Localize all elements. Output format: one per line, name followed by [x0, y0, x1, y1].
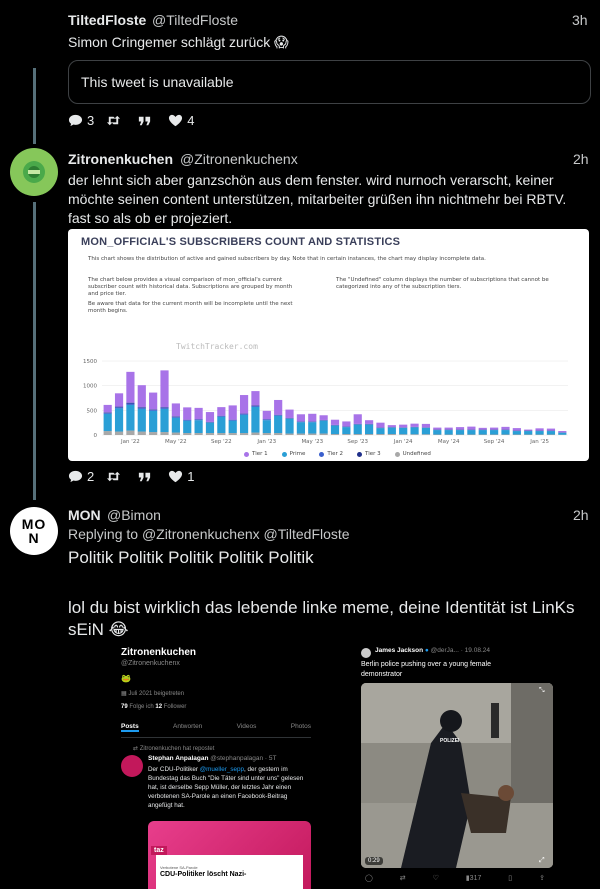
- bar-segment: [513, 428, 521, 430]
- bar-segment: [399, 425, 407, 428]
- bar-segment: [149, 393, 157, 410]
- post-mention: @mueller_sepp: [199, 766, 244, 773]
- chart-legend: [244, 451, 445, 457]
- reply-button[interactable]: [68, 469, 94, 484]
- views-icon: ▮317: [465, 875, 482, 882]
- bar-segment: [274, 400, 282, 415]
- legend-label: Prime: [289, 451, 306, 457]
- bar-segment: [183, 421, 191, 433]
- bar-segment: [172, 403, 180, 416]
- bar-segment: [547, 429, 555, 431]
- legend-label: Undefined: [402, 451, 431, 457]
- video-caption: Berlin police pushing over a young female demonstrator: [361, 661, 491, 678]
- y-tick-label: 0: [93, 433, 97, 439]
- reply-count: 3: [87, 113, 95, 128]
- bar-segment: [331, 434, 339, 435]
- video-frame: [361, 683, 553, 868]
- video-duration: 0:29: [365, 857, 383, 865]
- bar-segment: [149, 410, 157, 411]
- post-avatar: [121, 755, 143, 777]
- joined-text: Juli 2021 beigetreten: [128, 691, 185, 697]
- reply-icon: [68, 469, 83, 484]
- bar-segment: [285, 419, 293, 434]
- bar-segment: [365, 425, 373, 434]
- views-count: 317: [469, 875, 482, 882]
- bar-segment: [240, 415, 248, 433]
- bar-segment: [376, 423, 384, 428]
- bar-segment: [354, 414, 362, 424]
- police-label: POLIZEI: [440, 738, 460, 744]
- legend-swatch: [282, 452, 287, 457]
- bar-segment: [354, 425, 362, 434]
- tweet-text: der lehnt sich aber ganzschön aus dem fenster. wird nurnoch verarscht, keiner möchte seinen content unterstützen, mitarbeiter grüßen ihn nichtmehr bei RBTV. fast so als ob er projeziert.: [68, 172, 567, 226]
- legend-swatch: [319, 452, 324, 457]
- bar-segment: [138, 385, 146, 407]
- bar-segment: [240, 395, 248, 414]
- heart-icon: [168, 113, 183, 128]
- bar-segment: [104, 431, 112, 435]
- bar-segment: [251, 406, 259, 407]
- bar-segment: [229, 420, 237, 421]
- profile-screenshot: [121, 643, 346, 889]
- video-tweet-screenshot: [355, 643, 561, 889]
- bar-segment: [160, 370, 168, 407]
- bar-segment: [217, 433, 225, 435]
- retweet-button[interactable]: [106, 113, 125, 128]
- subscriber-chart-image[interactable]: [68, 229, 589, 461]
- bar-segment: [331, 426, 339, 434]
- video-player[interactable]: [361, 683, 553, 868]
- repost-label: Zitronenkuchen hat repostet: [139, 746, 215, 752]
- retweet-icon: ⇄: [133, 746, 140, 752]
- bar-segment: [104, 405, 112, 412]
- bar-segment: [342, 434, 350, 435]
- tab-posts: Posts: [121, 723, 139, 730]
- bar-segment: [126, 372, 134, 403]
- heart-icon: ♡: [432, 875, 439, 882]
- like-count: 1: [187, 469, 195, 484]
- bar-segment: [251, 407, 259, 433]
- bar-segment: [172, 417, 180, 418]
- thread-line: [33, 202, 36, 500]
- profile-tabs: [121, 723, 311, 738]
- x-tick-label: Sep '24: [483, 439, 505, 445]
- bar-segment: [160, 408, 168, 409]
- quote-icon: [137, 469, 152, 484]
- share-icon: ⇪: [539, 875, 545, 882]
- bar-segment: [342, 427, 350, 434]
- bar-segment: [535, 431, 543, 434]
- x-tick-label: Jan '25: [530, 439, 549, 445]
- author-name[interactable]: MON: [68, 507, 101, 523]
- bar-segment: [229, 421, 237, 433]
- bar-segment: [320, 415, 328, 420]
- joined-date: [121, 690, 184, 697]
- bar-segment: [115, 408, 123, 431]
- legend-swatch: [244, 452, 249, 457]
- bar-segment: [274, 416, 282, 433]
- tab-photos: Photos: [290, 723, 311, 730]
- tweet-text: Politik Politik Politik Politik Politik: [68, 548, 314, 567]
- bar-segment: [479, 428, 487, 430]
- bar-segment: [433, 428, 441, 430]
- reply-icon: [68, 113, 83, 128]
- bar-segment: [558, 433, 566, 435]
- bar-segment: [274, 415, 282, 416]
- verified-icon: ●: [424, 647, 429, 654]
- bar-segment: [297, 414, 305, 421]
- post-author-line: [148, 755, 276, 762]
- bar-segment: [160, 432, 168, 435]
- post-text: Der CDU-Politiker @mueller_sepp, der gestern im Bundestag das Buch "Die Täter sind unter uns" gelesen hat, ist derselbe Sepp Müller, der letztes Jahr einen verbotenen SA-Parole an einen Facebook-Beitrag angefügt hat.: [148, 766, 304, 809]
- bar-segment: [240, 433, 248, 435]
- legend-item: [282, 451, 306, 457]
- replying-prefix: Replying to: [68, 526, 139, 542]
- bar-segment: [399, 428, 407, 434]
- bar-segment: [206, 423, 214, 433]
- x-tick-label: Sep '23: [347, 439, 369, 445]
- bar-segment: [320, 421, 328, 434]
- bar-segment: [479, 430, 487, 434]
- fullscreen-icon: ⤢: [539, 857, 545, 864]
- like-button[interactable]: [168, 469, 194, 484]
- legend-swatch: [357, 452, 362, 457]
- legend-label: Tier 3: [365, 451, 381, 457]
- bar-segment: [104, 413, 112, 414]
- reply-count: 2: [87, 469, 95, 484]
- timestamp[interactable]: 2h: [573, 151, 589, 167]
- legend-item: [244, 451, 268, 457]
- bar-segment: [217, 407, 225, 416]
- bar-segment: [297, 422, 305, 433]
- chart-note: The "Undefined" column displays the number of subscriptions that cannot be categorized into any of the subscription tiers.: [336, 277, 549, 290]
- expand-icon: ⤡: [539, 687, 545, 694]
- legend-item: [319, 451, 343, 457]
- repost-indicator: [133, 745, 214, 752]
- bar-segment: [126, 403, 134, 404]
- video-handle: @derJa... · 19.08.24: [430, 647, 490, 654]
- legend-item: [357, 451, 381, 457]
- bar-segment: [331, 420, 339, 425]
- replying-to: [68, 526, 350, 542]
- bar-segment: [126, 405, 134, 431]
- replying-mentions[interactable]: @Zitronenkuchenx @TiltedFloste: [141, 526, 350, 542]
- video-tweet-actions: [365, 874, 545, 882]
- bar-segment: [524, 430, 532, 431]
- unavailable-quote-card: [68, 60, 591, 104]
- tweet-actions: [68, 469, 206, 484]
- avatar[interactable]: [10, 507, 58, 555]
- bar-segment: [115, 407, 123, 408]
- bar-segment: [342, 421, 350, 426]
- y-tick-label: 1000: [83, 383, 97, 390]
- legend-label: Tier 2: [327, 451, 344, 457]
- chart-note: Be aware that data for the current month will be incomplete until the next month begins.: [88, 301, 293, 314]
- bar-segment: [263, 420, 271, 433]
- video-author: James Jackson: [375, 647, 424, 654]
- bar-segment: [365, 434, 373, 435]
- tab-videos: Videos: [236, 723, 257, 730]
- bar-segment: [172, 433, 180, 435]
- x-tick-label: May '23: [301, 439, 324, 445]
- profile-name: Zitronenkuchen: [121, 647, 197, 658]
- avatar-logo-text: MO N: [21, 516, 47, 546]
- bar-segment: [399, 434, 407, 435]
- bar-segment: [251, 391, 259, 405]
- bar-segment: [365, 420, 373, 424]
- bar-segment: [115, 432, 123, 435]
- bar-segment: [467, 430, 475, 434]
- x-tick-label: May '22: [165, 439, 187, 445]
- taz-logo: taz: [151, 846, 167, 855]
- bar-segment: [115, 393, 123, 406]
- bar-segment: [217, 417, 225, 433]
- x-tick-label: Jan '22: [121, 439, 140, 445]
- bar-segment: [490, 430, 498, 434]
- reply-icon: ◯: [365, 875, 373, 882]
- bar-segment: [160, 409, 168, 432]
- bar-segment: [422, 424, 430, 427]
- bar-segment: [410, 434, 418, 435]
- bar-segment: [263, 411, 271, 419]
- follow-stats: [121, 704, 186, 710]
- bar-segment: [195, 408, 203, 419]
- bar-segment: [149, 432, 157, 435]
- tweet-actions: [68, 113, 206, 128]
- bar-segment: [308, 422, 316, 433]
- bar-segment: [376, 428, 384, 434]
- bar-segment: [354, 434, 362, 435]
- bar-segment: [240, 414, 248, 415]
- author-avatar: [361, 648, 371, 658]
- bar-segment: [558, 431, 566, 432]
- bar-segment: [138, 408, 146, 409]
- post-handle: @stephanpalagan · 5T: [210, 755, 277, 762]
- bar-segment: [388, 428, 396, 434]
- taz-headline: CDU-Politiker löscht Nazi-: [160, 871, 247, 878]
- embedded-image[interactable]: [68, 643, 561, 889]
- author-handle[interactable]: @Zitronenkuchenx: [180, 151, 298, 167]
- bar-segment: [490, 428, 498, 430]
- unavailable-text: This tweet is unavailable: [81, 74, 234, 90]
- retweet-icon: [106, 469, 121, 484]
- bar-segment: [263, 419, 271, 420]
- bar-segment: [467, 427, 475, 430]
- bar-segment: [104, 414, 112, 431]
- bar-segment: [138, 432, 146, 435]
- bar-segment: [501, 427, 509, 430]
- tweet-text: Simon Cringemer schlägt zurück 😱: [68, 34, 289, 50]
- bar-segment: [422, 428, 430, 434]
- bar-segment: [285, 410, 293, 418]
- bookmark-icon: ▯: [508, 875, 513, 882]
- bar-segment: [388, 425, 396, 427]
- tab-replies: Antworten: [173, 723, 203, 730]
- taz-article-card: [154, 847, 303, 889]
- bar-segment: [410, 424, 418, 427]
- bar-segment: [126, 403, 134, 404]
- bar-segment: [206, 412, 214, 422]
- like-count: 4: [187, 113, 195, 128]
- legend-label: Tier 1: [252, 451, 268, 457]
- bar-segment: [229, 433, 237, 435]
- followers-count: 12: [155, 704, 163, 710]
- bar-segment: [126, 431, 134, 435]
- x-tick-label: Jan '23: [257, 439, 277, 445]
- calendar-icon: ▦: [121, 691, 129, 697]
- x-tick-label: Jan '24: [393, 439, 413, 445]
- bar-segment: [195, 420, 203, 433]
- lemon-cake-icon: [10, 148, 58, 196]
- frog-emoji: 🐸: [121, 674, 131, 683]
- legend-swatch: [395, 452, 400, 457]
- bar-segment: [456, 427, 464, 429]
- bar-segment: [456, 430, 464, 434]
- bar-segment: [263, 433, 271, 435]
- video-author-line: [375, 647, 490, 654]
- bar-segment: [410, 427, 418, 434]
- post-author: Stephan Anpalagan: [148, 755, 209, 762]
- chart-note: The chart below provides a visual comparison of mon_official's current subscriber count with historical data. Subscriptions are grouped by month and price tier.: [88, 277, 293, 297]
- y-tick-label: 500: [86, 408, 97, 415]
- bar-segment: [433, 430, 441, 434]
- bar-segment: [183, 433, 191, 435]
- heart-icon: [168, 469, 183, 484]
- retweet-button[interactable]: [106, 469, 125, 484]
- bar-segment: [183, 420, 191, 421]
- bar-segment: [149, 411, 157, 432]
- bar-segment: [229, 405, 237, 419]
- bar-segment: [445, 430, 453, 434]
- y-tick-label: 1500: [83, 359, 97, 365]
- chart-note: This chart shows the distribution of active and gained subscribers by day. Note that in certain instances, the chart may display incomplete data.: [88, 256, 486, 262]
- bar-segment: [138, 409, 146, 432]
- retweet-icon: ⇄: [399, 875, 406, 882]
- retweet-icon: [106, 113, 121, 128]
- bar-segment: [206, 433, 214, 435]
- tweet-text: lol du bist wirklich das lebende linke meme, deine Identität ist LinKs sEiN 😂: [68, 598, 575, 639]
- following-label: Folge ich: [129, 704, 154, 710]
- timestamp[interactable]: 3h: [572, 12, 588, 28]
- quote-button[interactable]: [137, 469, 156, 484]
- bar-segment: [513, 431, 521, 434]
- x-tick-label: Sep '22: [211, 439, 232, 445]
- author-handle[interactable]: @Bimon: [107, 507, 161, 523]
- taz-kicker: Verbotene SA-Parole: [160, 865, 198, 870]
- subscriber-bar-chart: [68, 229, 589, 451]
- bar-segment: [251, 433, 259, 435]
- bar-segment: [195, 419, 203, 420]
- bar-segment: [308, 434, 316, 435]
- following-count: 79: [121, 704, 128, 710]
- bar-segment: [535, 428, 543, 430]
- x-tick-label: May '24: [437, 439, 460, 445]
- chart-title: MON_OFFICIAL'S SUBSCRIBERS COUNT AND STATISTICS: [81, 236, 401, 248]
- author-name[interactable]: Zitronenkuchen: [68, 151, 174, 167]
- author-name[interactable]: TiltedFloste: [68, 12, 147, 28]
- followers-label: Follower: [163, 704, 187, 710]
- thread-line: [33, 68, 36, 144]
- bar-segment: [285, 434, 293, 435]
- bar-segment: [274, 433, 282, 435]
- watermark: TwitchTracker.com: [176, 342, 258, 351]
- legend-item: [395, 451, 431, 457]
- quote-icon: [137, 113, 152, 128]
- taz-article-image: [148, 821, 311, 889]
- like-button[interactable]: [168, 113, 194, 128]
- bar-segment: [547, 431, 555, 434]
- bar-segment: [308, 414, 316, 422]
- bar-segment: [183, 407, 191, 419]
- bar-segment: [297, 434, 305, 435]
- bar-segment: [217, 416, 225, 417]
- bar-segment: [422, 434, 430, 435]
- bar-segment: [376, 434, 384, 435]
- author-handle[interactable]: @TiltedFloste: [152, 12, 239, 28]
- profile-handle: @Zitronenkuchenx: [121, 660, 180, 667]
- reply-button[interactable]: [68, 113, 94, 128]
- bar-segment: [195, 433, 203, 435]
- bar-segment: [524, 431, 532, 434]
- bar-segment: [172, 418, 180, 433]
- bar-segment: [445, 428, 453, 430]
- avatar[interactable]: [10, 148, 58, 196]
- bar-segment: [388, 434, 396, 435]
- quote-button[interactable]: [137, 113, 156, 128]
- bar-segment: [501, 430, 509, 434]
- timestamp[interactable]: 2h: [573, 507, 589, 523]
- bar-segment: [320, 434, 328, 435]
